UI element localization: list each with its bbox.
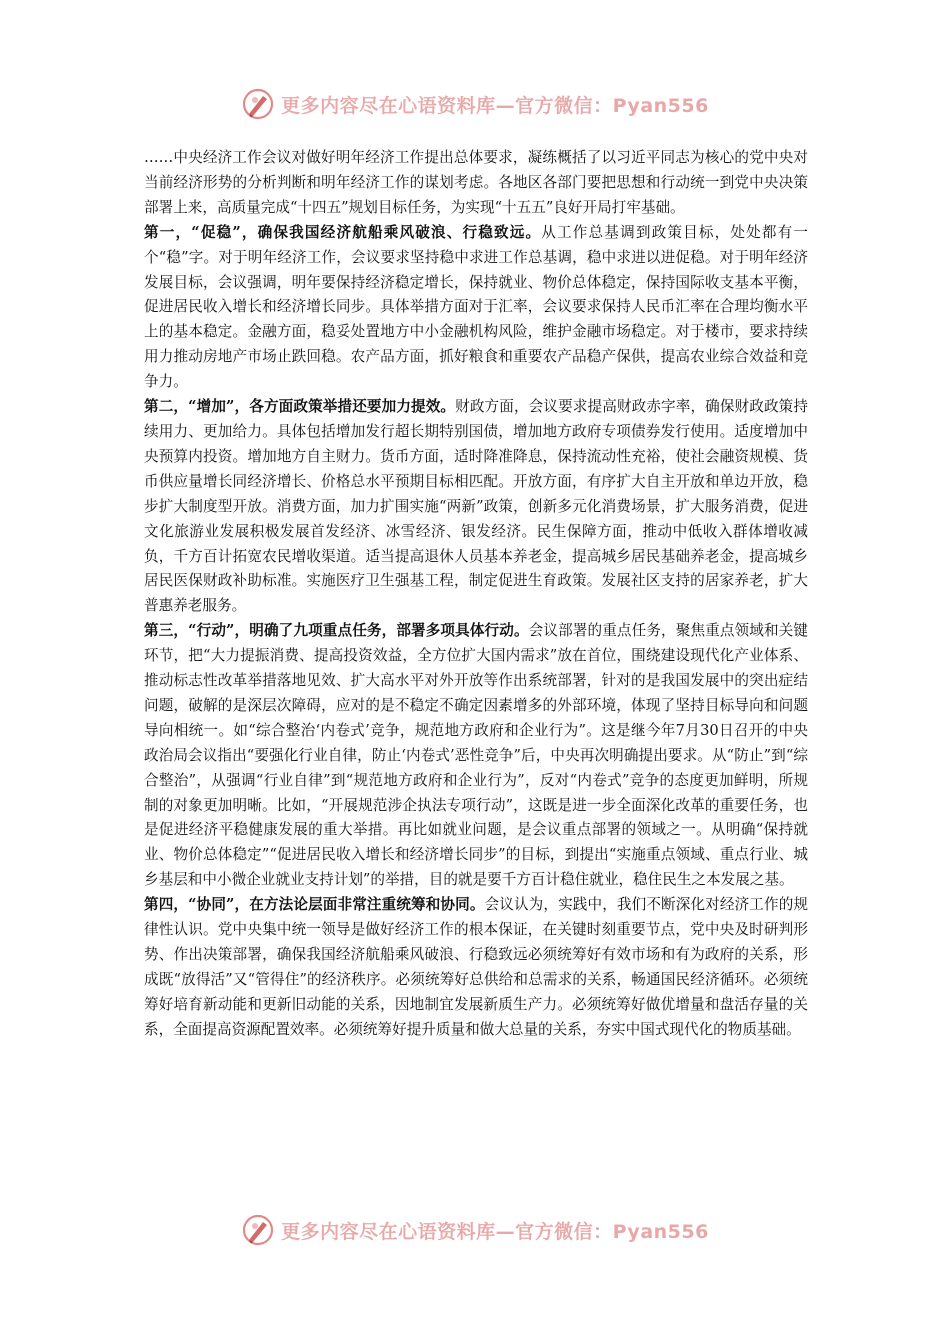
section-4-heading: 第四，“协同”，在方法论层面非常注重统筹和协同。 [144, 896, 485, 914]
section-2-heading: 第二，“增加”，各方面政策举措还要加力提效。 [144, 398, 456, 416]
footer-watermark [0, 1210, 950, 1250]
section-2-paragraph [144, 395, 808, 619]
pen-logo-icon [241, 1213, 275, 1247]
intro-paragraph: ……中央经济工作会议对做好明年经济工作提出总体要求，凝练概括了以习近平同志为核心的党中央对当前经济形势的分析判断和明年经济工作的谋划考虑。各地区各部门要把思想和行动统一到党中央决策部署上来，高质量完成“十四五”规划目标任务，为实现“十五五”良好开局打牢基础。 [144, 149, 808, 216]
header-watermark [0, 84, 950, 124]
section-1-heading: 第一，“促稳”，确保我国经济航船乘风破浪、行稳致远。 [144, 223, 542, 241]
watermark-text: 更多内容尽在心语资料库—官方微信：Pyan556 [281, 1220, 709, 1243]
section-2-text: 财政方面，会议要求提高财政赤字率，确保财政政策持续用力、更加给力。具体包括增加发行超长期特别国债，增加地方政府专项债券发行使用。适度增加中央预算内投资。增加地方自主财力。货币方面，适时降准降息，保持流动性充裕，使社会融资规模、货币供应量增长同经济增长、价格总水平预期目标相匹配。开放方面，有序扩大自主开放和单边开放，稳步扩大制度型开放。消费方面，加力扩围实施“两新”政策，创新多元化消费场景，扩大服务消费，促进文化旅游业发展积极发展首发经济、冰雪经济、银发经济。民生保障方面，推动中低收入群体增收减负，千方百计拓宽农民增收渠道。适当提高退休人员基本养老金，提高城乡居民基础养老金，提高城乡居民医保财政补助标准。实施医疗卫生强基工程，制定促进生育政策。发展社区支持的居家养老，扩大普惠养老服务。 [144, 398, 808, 615]
section-3-paragraph [144, 619, 808, 893]
section-1-text: 从工作总基调到政策目标，处处都有一个“稳”字。对于明年经济工作，会议要求坚持稳中求进工作总基调，稳中求进以进促稳。对于明年经济发展目标，会议强调，明年要保持经济稳定增长，保持就业、物价总体稳定，保持国际收支基本平衡，促进居民收入增长和经济增长同步。具体举措方面对于汇率，会议要求保持人民币汇率在合理均衡水平上的基本稳定。金融方面，稳妥处置地方中小金融机构风险，维护金融市场稳定。对于楼市，要求持续用力推动房地产市场止跌回稳。农产品方面，抓好粮食和重要农产品稳产保供，提高农业综合效益和竞争力。 [144, 223, 808, 391]
section-4-text: 会议认为，实践中，我们不断深化对经济工作的规律性认识。党中央集中统一领导是做好经济工作的根本保证，在关键时刻重要节点，党中央及时研判形势、作出决策部署，确保我国经济航船乘风破浪、行稳致远必须统筹好有效市场和有为政府的关系，形成既“放得活”又“管得住”的经济秩序。必须统筹好总供给和总需求的关系，畅通国民经济循环。必须统筹好培育新动能和更新旧动能的关系，因地制宜发展新质生产力。必须统筹好做优增量和盘活存量的关系，全面提高资源配置效率。必须统筹好提升质量和做大总量的关系，夯实中国式现代化的物质基础。 [144, 896, 808, 1038]
pen-logo-icon [241, 87, 275, 121]
section-4-paragraph [144, 893, 808, 1042]
document-body [144, 146, 808, 1043]
section-1-paragraph [144, 221, 808, 395]
watermark-text: 更多内容尽在心语资料库—官方微信：Pyan556 [281, 94, 709, 117]
section-3-text: 会议部署的重点任务，聚焦重点领域和关键环节，把“大力提振消费、提高投资效益，全方位扩大国内需求”放在首位，围绕建设现代化产业体系、推动标志性改革举措落地见效、扩大高水平对外开放等作出系统部署，针对的是我国发展中的突出症结问题，破解的是深层次障碍，应对的是不稳定不确定因素增多的外部环境，体现了坚持目标导向和问题导向相统一。如“综合整治‘内卷式’竞争，规范地方政府和企业行为”。这是继今年7月30日召开的中央政治局会议指出“要强化行业自律，防止‘内卷式’恶性竞争”后，中央再次明确提出要求。从“防止”到“综合整治”，从强调“行业自律”到“规范地方政府和企业行为”，反对“内卷式”竞争的态度更加鲜明，所规制的对象更加明晰。比如，“开展规范涉企执法专项行动”，这既是进一步全面深化改革的重要任务，也是促进经济平稳健康发展的重大举措。再比如就业问题，是会议重点部署的领域之一。从明确“保持就业、物价总体稳定”“促进居民收入增长和经济增长同步”的目标，到提出“实施重点领域、重点行业、城乡基层和中小微企业就业支持计划”的举措，目的就是要千方百计稳住就业，稳住民生之本发展之基。 [144, 622, 808, 889]
section-3-heading: 第三，“行动”，明确了九项重点任务，部署多项具体行动。 [144, 622, 529, 640]
